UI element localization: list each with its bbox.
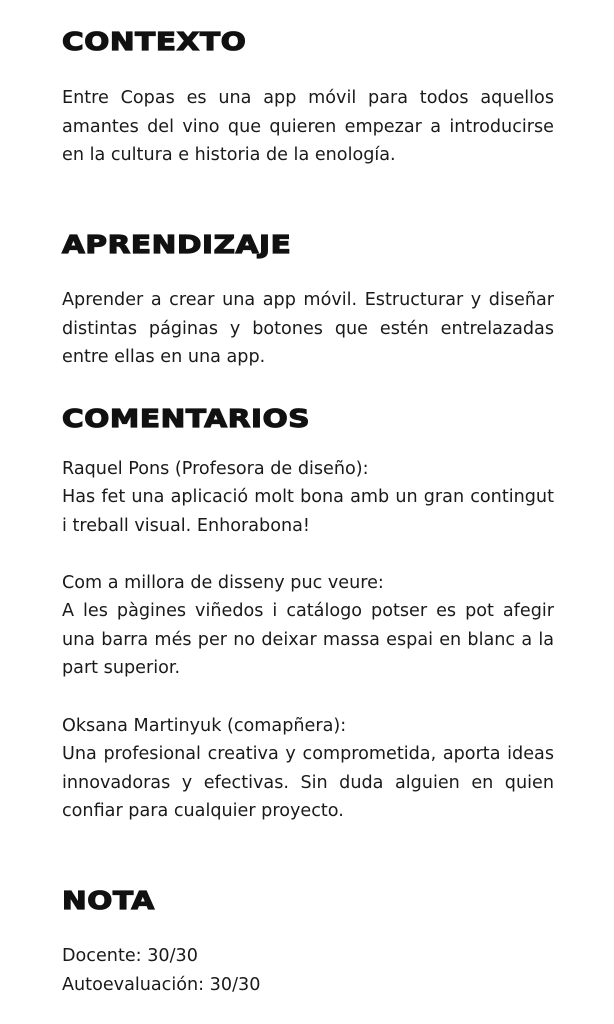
nota-docente: Docente: 30/30 bbox=[62, 946, 198, 966]
comentarios-heading: COMENTARIOS bbox=[62, 404, 311, 433]
contexto-heading: CONTEXTO bbox=[62, 27, 247, 56]
contexto-text: Entre Copas es una app móvil para todos aquellos amantes del vino que quieren empezar a introducirse en la cultura e historia de la enología. bbox=[62, 88, 554, 166]
comment-3-text: Una profesional creativa y comprometida, aporta ideas innovadoras y efectivas. Sin duda alguien en quien confiar para cualquier proyecto. bbox=[62, 744, 554, 822]
comment-1-text: Has fet una aplicació molt bona amb un gran contingut i treball visual. Enhorabona! bbox=[62, 487, 554, 536]
nota-heading: NOTA bbox=[62, 886, 155, 915]
aprendizaje-heading: APRENDIZAJE bbox=[62, 230, 292, 259]
comment-2-author: Com a millora de disseny puc veure: bbox=[62, 573, 384, 593]
aprendizaje-text: Aprender a crear una app móvil. Estructurar y diseñar distintas páginas y botones que estén entrelazadas entre ellas en una app. bbox=[62, 290, 554, 368]
comment-1-author: Raquel Pons (Profesora de diseño): bbox=[62, 459, 369, 479]
nota-autoevaluacion: Autoevaluación: 30/30 bbox=[62, 975, 261, 995]
comment-3-author: Oksana Martinyuk (comapñera): bbox=[62, 716, 347, 736]
comment-2-text: A les pàgines viñedos i catálogo potser es pot afegir una barra més per no deixar massa espai en blanc a la part superior. bbox=[62, 601, 554, 679]
